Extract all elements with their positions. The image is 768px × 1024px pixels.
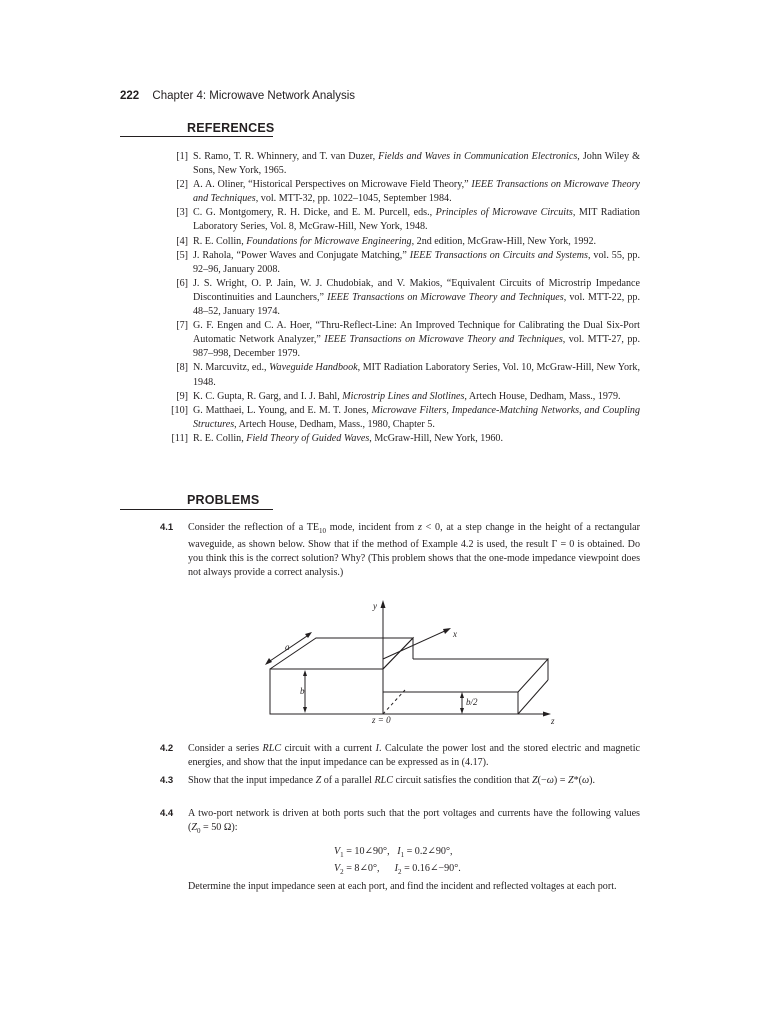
chapter-title: Chapter 4: Microwave Network Analysis bbox=[152, 90, 355, 102]
x-label: x bbox=[453, 629, 457, 639]
problem-number: 4.3 bbox=[160, 775, 174, 786]
hidden-edge bbox=[383, 690, 405, 714]
problems-rule bbox=[120, 509, 273, 510]
reference-item bbox=[160, 277, 640, 319]
short-section-bottom-edge bbox=[518, 680, 548, 714]
problem-text: Consider the reflection of a $TE_{10}$ mode, incident from z < 0, at a step change in the height of a rectangular waveguide, as shown below. Show that if the method of Example 4.2 is used, the result Γ = 0 is obtained. Do you think this is the correct solution? Why? (This problem shows that the one-mode impedance viewpoint does not always provide a correct analysis.) bbox=[188, 522, 641, 579]
problem-4-3 bbox=[160, 774, 640, 788]
reference-text: K. C. Gupta, R. Garg, and I. J. Bahl, Microstrip Lines and Slotlines, Artech House, Dedham, Mass., 1979. bbox=[193, 390, 621, 402]
waveguide-step-figure bbox=[255, 597, 565, 727]
z-axis-arrow bbox=[543, 712, 551, 717]
reference-number: [7] bbox=[176, 320, 188, 332]
reference-item bbox=[160, 235, 640, 249]
y-label: y bbox=[373, 601, 377, 611]
short-section-top bbox=[413, 659, 548, 692]
dim-b-label: b bbox=[300, 686, 305, 696]
tall-section-top bbox=[270, 638, 413, 669]
reference-number: [1] bbox=[176, 151, 188, 162]
equations bbox=[334, 845, 461, 879]
reference-number: [10] bbox=[171, 404, 188, 416]
reference-text: N. Marcuvitz, ed., Waveguide Handbook, MIT Radiation Laboratory Series, Vol. 10, McGraw-Hill, New York, 1948. bbox=[193, 362, 640, 388]
problem-4-2 bbox=[160, 742, 640, 770]
reference-number: [3] bbox=[176, 207, 188, 219]
problems-heading: PROBLEMS bbox=[187, 493, 260, 507]
problem-4-4-continuation bbox=[160, 880, 640, 894]
problem-number: 4.4 bbox=[160, 808, 174, 819]
references-list bbox=[160, 150, 640, 446]
reference-number: [2] bbox=[176, 179, 188, 191]
z0-label: z = 0 bbox=[372, 715, 391, 725]
reference-text: A. A. Oliner, “Historical Perspectives on Microwave Field Theory,” IEEE Transactions on Microwave Theory and Techniques, vol. MTT-32, pp. 1022–1045, September 1984. bbox=[193, 179, 640, 205]
reference-item bbox=[160, 249, 640, 277]
equation-line-2: $V_2$ = 8∠0°, $I_2$ = 0.16∠−90°. bbox=[334, 863, 461, 877]
reference-text: C. G. Montgomery, R. H. Dicke, and E. M. Purcell, eds., Principles of Microwave Circuits, MIT Radiation Laboratory Series, Vol. 8, McGraw-Hill, New York, 1948. bbox=[193, 207, 640, 233]
dim-b2-label: b/2 bbox=[466, 697, 478, 707]
reference-number: [11] bbox=[171, 432, 188, 444]
y-axis-arrow bbox=[381, 600, 386, 608]
reference-number: [8] bbox=[176, 362, 188, 374]
z-label: z bbox=[551, 716, 555, 726]
reference-text: G. F. Engen and C. A. Hoer, “Thru-Reflect-Line: An Improved Technique for Calibrating the Dual Six-Port Automatic Network Analyzer,” IEEE Transactions on Microwave Theory and Techniques, vol. MTT-27, pp. 987–998, December 1979. bbox=[193, 320, 640, 360]
reference-number: [6] bbox=[176, 277, 188, 289]
reference-number: [5] bbox=[176, 249, 188, 261]
step-face bbox=[383, 638, 413, 669]
reference-text: R. E. Collin, Foundations for Microwave Engineering, 2nd edition, McGraw-Hill, New York, 1992. bbox=[193, 235, 597, 247]
reference-text: S. Ramo, T. R. Whinnery, and T. van Duzer, Fields and Waves in Communication Electronics, John Wiley & Sons, New York, 1965. bbox=[193, 151, 640, 177]
reference-text: J. Rahola, “Power Waves and Conjugate Matching,” IEEE Transactions on Circuits and Systems, vol. 55, pp. 92–96, January 2008. bbox=[193, 249, 640, 275]
problem-number: 4.2 bbox=[160, 743, 174, 754]
tall-section-front bbox=[270, 669, 383, 714]
references-rule bbox=[120, 136, 273, 137]
reference-item bbox=[160, 206, 640, 234]
problem-text: A two-port network is driven at both ports such that the port voltages and currents have the following values ($Z_0 = 50$ Ω): bbox=[188, 808, 640, 836]
reference-item bbox=[160, 319, 640, 361]
dim-a-label: a bbox=[285, 642, 290, 652]
references-heading: REFERENCES bbox=[187, 121, 275, 135]
reference-text: J. S. Wright, O. P. Jain, W. J. Chudobiak, and V. Makios, “Equivalent Circuits of Microstrip Impedance Discontinuities and Launchers,” IEEE Transactions on Microwave Theory and Techniques, vol. MTT-22, pp. 48–52, January 1974. bbox=[193, 277, 641, 318]
problem-4-4 bbox=[160, 807, 640, 838]
reference-item bbox=[160, 361, 640, 389]
x-axis bbox=[383, 630, 447, 659]
x-axis-arrow bbox=[443, 628, 451, 634]
page-number: 222 bbox=[120, 90, 140, 102]
problem-4-1 bbox=[160, 521, 640, 580]
reference-text: G. Matthaei, L. Young, and E. M. T. Jones, Microwave Filters, Impedance-Matching Networks, and Coupling Structures, Artech House, Dedham, Mass., 1980, Chapter 5. bbox=[193, 404, 640, 430]
problem-number: 4.1 bbox=[160, 522, 174, 533]
problem-text: Show that the input impedance Z of a parallel RLC circuit satisfies the condition that Z(−ω) = Z*(ω). bbox=[188, 775, 596, 786]
reference-item bbox=[160, 432, 640, 446]
reference-item bbox=[160, 404, 640, 432]
page-header bbox=[120, 90, 355, 102]
reference-number: [9] bbox=[176, 390, 188, 402]
reference-item bbox=[160, 150, 640, 178]
problem-text: Consider a series RLC circuit with a current I. Calculate the power lost and the stored electric and magnetic energies, and show that the input impedance can be expressed as in (4.17). bbox=[188, 743, 640, 769]
reference-item bbox=[160, 390, 640, 404]
short-section-front bbox=[383, 692, 518, 714]
continuation-text: Determine the input impedance seen at each port, and find the incident and reflected voltages at each port. bbox=[188, 881, 617, 892]
equation-line-1: $V_1$ = 10∠90°, $I_1$ = 0.2∠90°, bbox=[334, 846, 453, 860]
reference-number: [4] bbox=[176, 235, 188, 247]
reference-item bbox=[160, 178, 640, 206]
reference-text: R. E. Collin, Field Theory of Guided Waves, McGraw-Hill, New York, 1960. bbox=[193, 432, 503, 444]
